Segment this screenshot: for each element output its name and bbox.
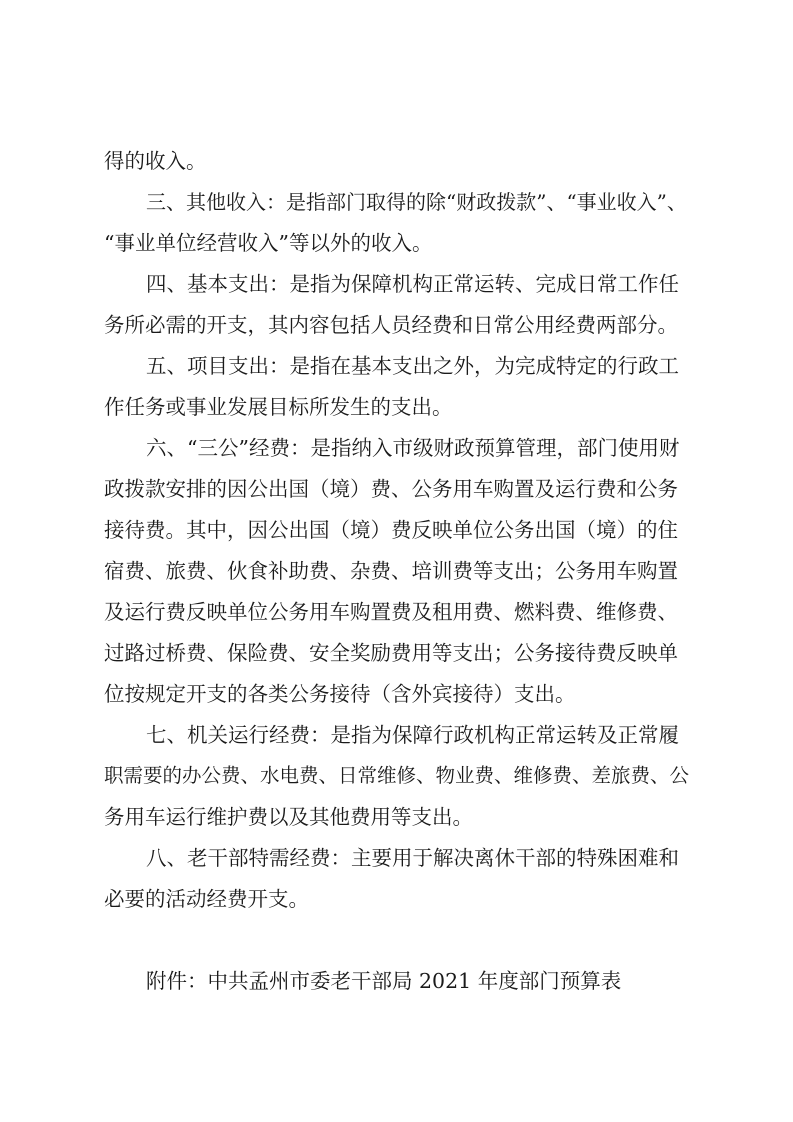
text-line-11: 宿费、旅费、伙食补助费、杂费、培训费等支出；公务用车购置: [104, 559, 678, 583]
text-line-17: 务用车运行维护费以及其他费用等支出。: [104, 805, 473, 829]
text-line-2: 三、其他收入：是指部门取得的除“财政拨款”、“事业收入”、: [146, 190, 687, 214]
text-line-7: 作任务或事业发展目标所发生的支出。: [104, 395, 453, 419]
text-line-6: 五、项目支出：是指在基本支出之外，为完成特定的行政工: [146, 354, 679, 378]
text-line-12: 及运行费反映单位公务用车购置费及租用费、燃料费、维修费、: [104, 600, 678, 624]
text-line-9: 政拨款安排的因公出国（境）费、公务用车购置及运行费和公务: [104, 477, 678, 501]
text-line-15: 七、机关运行经费：是指为保障行政机构正常运转及正常履: [146, 723, 679, 747]
text-line-8: 六、“三公”经费：是指纳入市级财政预算管理，部门使用财: [146, 436, 680, 460]
text-line-5: 务所必需的开支，其内容包括人员经费和日常公用经费两部分。: [104, 313, 678, 337]
attachment-line: 附件：中共孟州市委老干部局 2021 年度部门预算表: [146, 969, 622, 993]
text-line-1: 得的收入。: [104, 149, 207, 173]
text-line-18: 八、老干部特需经费：主要用于解决离休干部的特殊困难和: [146, 846, 679, 870]
text-line-13: 过路过桥费、保险费、安全奖励费用等支出；公务接待费反映单: [104, 641, 678, 665]
text-line-14: 位按规定开支的各类公务接待（含外宾接待）支出。: [104, 682, 576, 706]
text-line-16: 职需要的办公费、水电费、日常维修、物业费、维修费、差旅费、公: [104, 764, 690, 787]
text-line-4: 四、基本支出：是指为保障机构正常运转、完成日常工作任: [146, 272, 679, 296]
text-line-19: 必要的活动经费开支。: [104, 887, 309, 911]
text-line-3: “事业单位经营收入”等以外的收入。: [104, 231, 433, 255]
text-line-10: 接待费。其中，因公出国（境）费反映单位公务出国（境）的住: [104, 518, 678, 542]
